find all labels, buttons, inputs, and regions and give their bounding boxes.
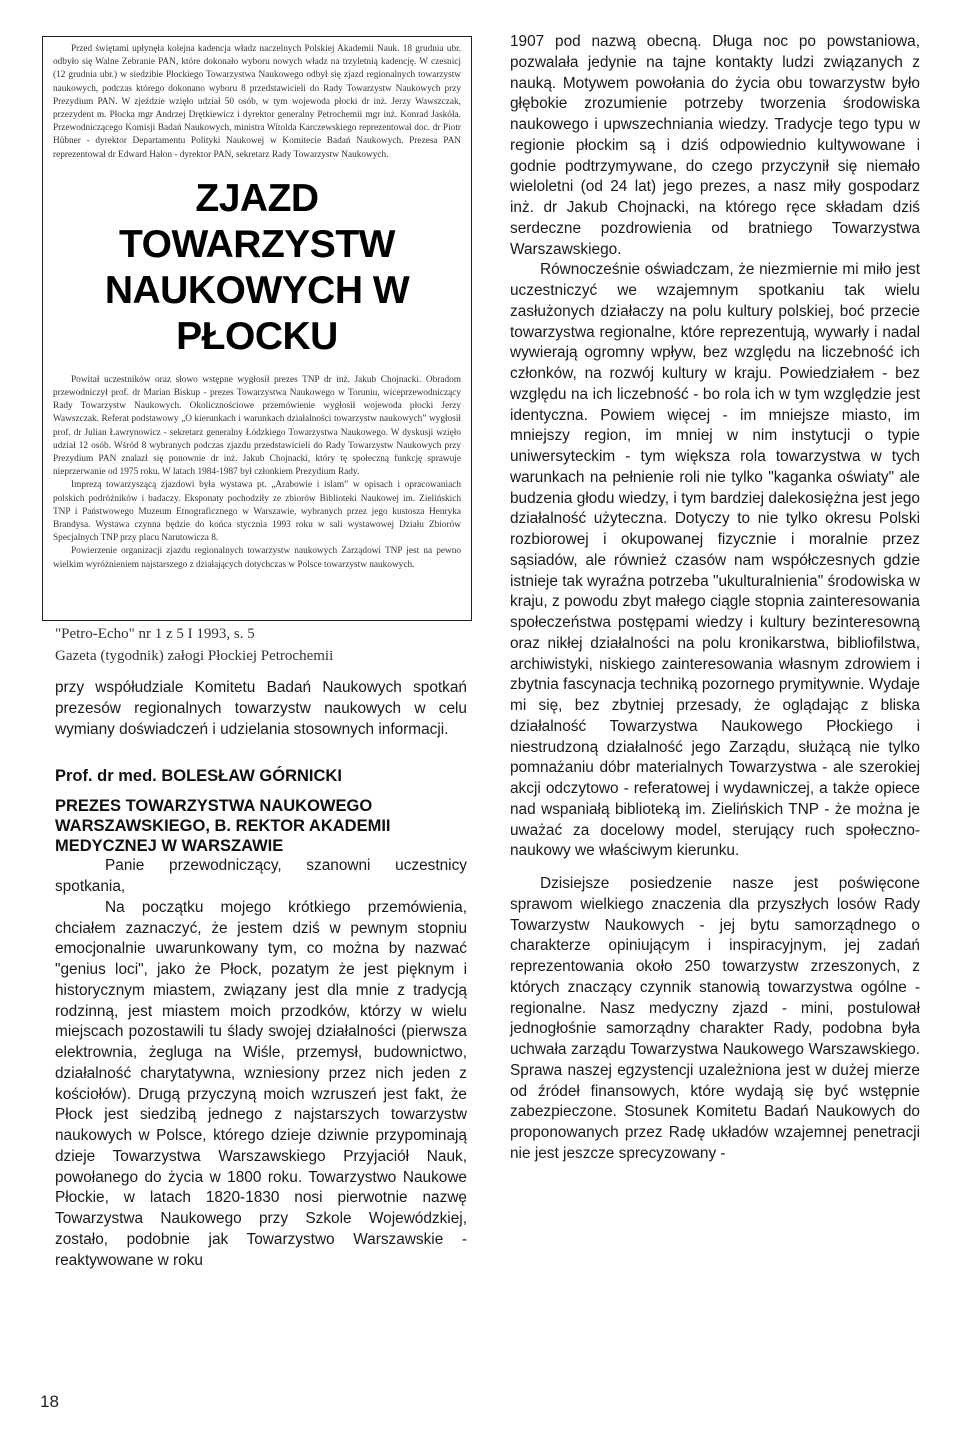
clipping-source-caption: "Petro-Echo" nr 1 z 5 I 1993, s. 5 — [55, 626, 255, 642]
author-title-line: MEDYCZNEJ W WARSZAWIE — [55, 837, 284, 856]
left-column — [55, 678, 467, 1271]
headline-line-1: ZJAZD TOWARZYSTW — [119, 176, 395, 266]
clipping-intro: Przed świętami upłynęła kolejna kadencja władz naczelnych Polskiej Akademii Nauk. 18 grudnia ubr. odbyło się Walne Zebranie PAN, które dokonało wyboru nowych władz na trzyletnią kadencję. W czesnicj (12 grudnia ubr.) w siedzibie Płockiego Towarzystwa Naukowego odbył się zjazd regionalnych towarzystw naukowych, podczas którego dokonano wyboru 8 przedstawicieli do Rady Towarzystw Naukowych przy Prezydium PAN. W zjeździe wzięło udział 50 osób, w tym wojewoda płocki dr inż. Jerzy Wawszczak, przezydent m. Płocka mgr Andrzej Drętkiewicz i dyrektor generalny Petrochemii mgr inż. Konrad Jaskóła. Przewodniczącego Komisji Badań Naukowych, ministra Witolda Karczewskiego reprezentował doc. dr Piotr Hübner - dyrektor Departamentu Polityki Naukowej w Komitecie Badań Naukowych. Prezesa PAN reprezentował dr Edward Hałon - dyrektor PAN, sekretarz Rady Towarzystw Naukowych. — [53, 44, 461, 160]
clipping-paragraph: Powierzenie organizacji zjazdu regionalnych towarzystw naukowych Zarządowi TNP jest na pewno wielkim wyróżnieniem najstarszego z działających dotychczas w Polsce towarzystw naukowych. — [53, 546, 461, 570]
author-title-line: WARSZAWSKIEGO, B. REKTOR AKADEMII — [55, 817, 391, 836]
newspaper-clipping — [42, 36, 472, 621]
body-paragraph: 1907 pod nazwą obecną. Długa noc po powstaniowa, pozwalała jedynie na tajne kontakty ludzi związanych z nauką. Motywem powołania do życia obu towarzystw było głębokie zrozumienie potrzeby tworzenia środowiska naukowego i upwszechniania wiedzy. Tradycje tego typu w regionie płockim są i dziś odpowiednio kultywowane i godnie podtrzymywane, do czego przyczynił się niemało wieloletni (od 24 lat) jego prezes, a nasz miły gospodarz inż. dr Jakub Chojnacki, na którego ręce składam dziś serdeczne pozdrowienia od bratniego Towarzystwa Warszawskiego. — [510, 33, 920, 258]
clipping-headline — [53, 176, 461, 360]
author-name: Prof. dr med. BOLESŁAW GÓRNICKI — [55, 767, 342, 786]
clipping-paragraph: Powitał uczestników oraz słowo wstępne wygłosił prezes TNP dr inż. Jakub Chojnacki. Obradom przewodniczył prof. dr Marian Biskup - prezes Towarzystwa Naukowego w Toruniu, wiceprzewodniczący Rady Towarzystw Naukowych. Okolicznościowe przemówienie wygłosił wojewoda płocki Jerzy Wawszczak. Referat podstawowy „O kierunkach i warunkach działalności towarzystw naukowych” wygłosił prof. dr Julian Ławrynowicz - sekretarz generalny Łódzkiego Towarzystwa Naukowego. W dyskusji wzięło udział 12 osób. Wśród 8 wybranych podczas zjazdu przedstawicieli do Rady Towarzystw Naukowych przy Prezydium PAN znalazł się ponownie dr inż. Jakub Chojnacki, który tę społeczną funkcję sprawuje nieprzerwanie od 1975 roku. W latach 1984-1987 był członkiem Prezydium Rady. — [53, 374, 461, 478]
right-column — [510, 32, 920, 1165]
body-paragraph: przy współudziale Komitetu Badań Naukowych spotkań prezesów regionalnych towarzystw naukowych w celu wymiany doświadczeń i udzielania stosownych informacji. — [55, 679, 467, 738]
clipping-paragraph: Imprezą towarzyszącą zjazdowi była wystawa pt. „Arabowie i islam” w opisach i opracowaniach polskich podróżników i badaczy. Eksponaty pochodziły ze zbiorów Biblioteki Naukowej im. Zielińskich TNP i Państwowego Muzeum Etnograficznego w Warszawie, wybranych przez jego kustosza Henryka Brandysa. Wystawa czynna będzie do końca stycznia 1993 roku w sali wystawowej Działu Zbiorów Specjalnych TNP przy placu Narutowicza 8. — [53, 480, 461, 544]
page-number: 18 — [40, 1392, 59, 1411]
clipping-publication-caption: Gazeta (tygodnik) załogi Płockiej Petrochemii — [55, 648, 334, 664]
body-paragraph: Na początku mojego krótkiego przemówienia, chciałem zaznaczyć, że jestem dziś w pewnym stopniu emocjonalnie uwarunkowany tym, co można by nazwać "genius loci", jako że Płock, pozatym że jest pięknym i historycznym miastem, związany jest dla mnie z tradycją rodzinną, jest miastem moich przodków, którzy w wielu miejscach pozostawili tu ślady swojej działalności (pierwsza elektrownia, żegluga na Wiśle, przemysł, budownictwo, działalność charytatywna, wzniesiony przez nich jeden z kościołów). Drugą przyczyną moich wzruszeń jest fakt, że Płock jest siedzibą jednego z najstarszych towarzystw naukowych w Polsce, którego dzieje dziwnie przypominają dzieje Towarzystwa Warszawskiego Przyjaciół Nauk, powołanego do życia w 1800 roku. Towarzystwo Naukowe Płockie, w latach 1820-1830 nosi pierwotnie nazwę Towarzystwa Naukowego przy Szkole Wojewódzkiej, zostało, podobnie jak Towarzystwo Warszawskie - reaktywowane w roku — [55, 898, 467, 1269]
headline-line-2: NAUKOWYCH W PŁOCKU — [104, 268, 410, 358]
author-title-line: PREZES TOWARZYSTWA NAUKOWEGO — [55, 797, 373, 816]
body-paragraph: Równocześnie oświadczam, że niezmiernie mi miło jest uczestniczyć we wzajemnym spotkaniu tak wielu zasłużonych działaczy na polu kultury polskiej, boć przecie towarzystwa regionalne, które reprezentują, wywarły i nadal wywierają ogromny wpływ, bez względu na liczebność ich członków, na rozwój kultury w kraju. Powiedziałem - bez względu na ich liczebność - bo rola ich w tym względzie jest identyczna. Powiem więcej - im mniejsze miasto, im mniejszy region, im mniej w nim instytucji o typie uniwersyteckim - tym większa rola towarzystwa w tych warunkach na pełnienie roli nie tylko "kaganka oświaty" ale budzenia głodu wiedzy, i tym bardziej dalekosiężna jest jego działalność użyteczna. Dotyczy to nie tylko okresu Polski rozbiorowej i okupowanej fizycznie i moralnie przez sąsiadów, ale również czasów nam współczesnych gdzie istnieje tak wyraźna potrzeba "ukulturalnienia" środowiska w kraju, z powodu zbyt małego ciągle stopnia zainteresowania społeczeństwa postępami wiedzy i kultury bezinteresowną oraz nikłej działalności na polu kronikarstwa, bibliofilstwa, archiwistyki, niskiego zainteresowania własnym zdrowiem i zbytnia fascynacja techniką pozornego prymitywnie. Wydaje mi się, bez zbytniej przesady, że oglądając z bliska działalność Towarzystwa Naukowego Płockiego i niestrudzoną działalność jego Zarządu, służącą nie tylko pomnażaniu dóbr materialnych Towarzystwa - ale szerokiej akcji odczytowo - referatowej i wydawniczej, a także opiece nad wspaniałą biblioteką im. Zielińskich TNP - że można je uważać za docelowy model, sterujący ruch społeczno-naukowy we właściwym kierunku. — [510, 261, 920, 860]
greeting: Panie przewodniczący, szanowni uczestnicy spotkania, — [55, 857, 467, 895]
body-paragraph: Dzisiejsze posiedzenie nasze jest poświęcone sprawom wielkiego znaczenia dla przyszłych losów Rady Towarzystw Naukowych - jej bytu samorządnego o charakterze opiniującym i inspiracyjnym, jej zadań reprezentowania około 250 towarzystw zrzeszonych, z których znaczący czynnik stanowią towarzystwa ogólne - regionalne. Nasz medyczny zjazd - mini, postulował jednogłośnie samorządny charakter Rady, podobna była uchwała zarządu Towarzystwa Naukowego Warszawskiego. Sprawa naszej egzystencji uzależniona jest w dużej mierze od źródeł finansowych, które wydają się być wstępnie zabezpieczone. Stosunek Komitetu Badań Naukowych do proponowanych przez Radę układów wzajemnej penetracji nie jest jeszcze sprecyzowany - — [510, 875, 920, 1162]
